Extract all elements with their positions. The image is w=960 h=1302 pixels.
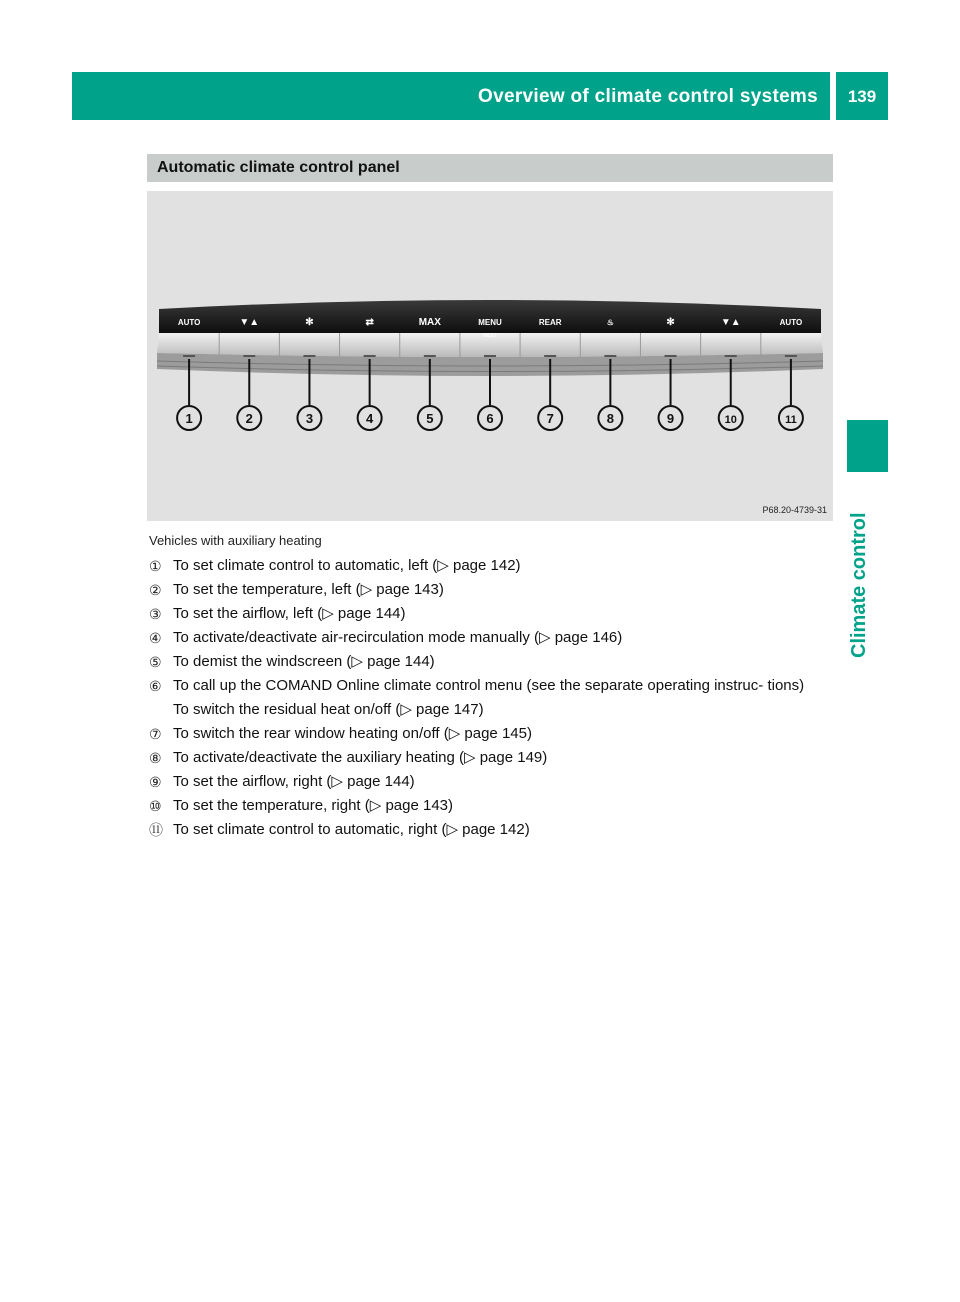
legend-subtext: To switch the residual heat on/off (▷ page 147) — [173, 701, 484, 718]
panel-button-label: ⇄ — [365, 317, 374, 328]
legend-text: To set climate control to automatic, left (▷ page 142) — [173, 557, 521, 574]
page-number: 139 — [847, 87, 877, 106]
legend-item — [149, 676, 839, 720]
callout-number: 11 — [785, 414, 797, 426]
legend-marker: ⑨ — [149, 774, 162, 790]
legend-text: To set the airflow, left (▷ page 144) — [173, 605, 406, 622]
panel-button-label: REAR — [538, 318, 562, 327]
figure-code: P68.20-4739-31 — [762, 505, 827, 515]
button-indicator — [544, 355, 556, 357]
button-indicator — [303, 355, 315, 357]
button-indicator — [785, 355, 797, 357]
legend-item — [149, 820, 839, 840]
header-bar — [72, 72, 830, 120]
callout-number: 9 — [666, 411, 675, 426]
callout-number: 7 — [546, 411, 554, 426]
panel-button-label: MAX — [418, 317, 441, 328]
button-indicator — [604, 355, 616, 357]
control-panel-figure — [147, 191, 833, 521]
legend-text: To switch the rear window heating on/off (▷ page 145) — [173, 725, 532, 742]
callout-number: 5 — [426, 411, 434, 426]
callout-number: 4 — [366, 411, 374, 426]
panel-button-label: AUTO — [177, 318, 201, 327]
legend-text: To set climate control to automatic, right (▷ page 142) — [173, 821, 530, 838]
side-section-label: Climate control — [848, 512, 870, 658]
button-indicator — [725, 355, 737, 357]
callout-number: 6 — [486, 411, 494, 426]
legend-marker: ⑥ — [149, 678, 162, 694]
legend-text: To set the airflow, right (▷ page 144) — [173, 773, 415, 790]
legend-marker: ⑦ — [149, 726, 162, 742]
legend-item — [149, 796, 839, 816]
legend-marker: ⑧ — [149, 750, 162, 766]
panel-button-label: MENU — [478, 318, 502, 327]
panel-button-label: ✻ — [305, 317, 314, 328]
legend-marker: ③ — [149, 606, 162, 622]
button-indicator — [183, 355, 195, 357]
legend-item — [149, 772, 839, 792]
legend-text: To call up the COMAND Online climate control menu (see the separate operating instruc- tions) — [173, 677, 805, 694]
callout-number: 8 — [606, 411, 614, 426]
legend-marker: ② — [149, 582, 162, 598]
section-heading-bar — [147, 154, 833, 182]
legend-item — [149, 724, 839, 744]
menu-sub-label: REST — [483, 333, 497, 339]
legend-text: To set the temperature, left (▷ page 143) — [173, 581, 444, 598]
legend-item — [149, 628, 839, 648]
legend-list — [149, 556, 839, 844]
legend-item — [149, 604, 839, 624]
panel-button-label: ▼▲ — [720, 317, 741, 328]
legend-item — [149, 748, 839, 768]
legend-item — [149, 652, 839, 672]
callout-number: 3 — [305, 411, 314, 426]
button-indicator — [424, 355, 436, 357]
button-indicator — [665, 355, 677, 357]
figure-caption: Vehicles with auxiliary heating — [149, 533, 322, 548]
page-number-box — [836, 72, 888, 120]
legend-marker: ⑩ — [149, 798, 162, 814]
legend-item — [149, 556, 839, 576]
section-title: Automatic climate control panel — [157, 159, 400, 176]
chapter-title: Overview of climate control systems — [478, 86, 818, 107]
legend-text: To activate/deactivate the auxiliary heating (▷ page 149) — [173, 749, 548, 766]
callout-number: 10 — [724, 414, 737, 426]
panel-button-label: ✻ — [666, 317, 675, 328]
legend-marker: ① — [149, 558, 162, 574]
side-tab — [847, 420, 888, 472]
legend-marker: ⑪ — [149, 822, 163, 838]
button-indicator — [364, 355, 376, 357]
legend-marker: ④ — [149, 630, 162, 646]
callout-number: 1 — [185, 411, 193, 426]
button-indicator — [243, 355, 255, 357]
callout-number: 2 — [245, 411, 253, 426]
control-panel-illustration — [147, 191, 833, 521]
legend-text: To activate/deactivate air-recirculation mode manually (▷ page 146) — [173, 629, 623, 646]
panel-button-label: ▼▲ — [239, 317, 260, 328]
legend-text: To set the temperature, right (▷ page 143) — [173, 797, 454, 814]
button-indicator — [484, 355, 496, 357]
legend-marker: ⑤ — [149, 654, 162, 670]
panel-button-label: AUTO — [779, 318, 803, 327]
legend-item — [149, 580, 839, 600]
panel-button-label: ♨ — [606, 318, 614, 327]
legend-text: To demist the windscreen (▷ page 144) — [173, 653, 435, 670]
